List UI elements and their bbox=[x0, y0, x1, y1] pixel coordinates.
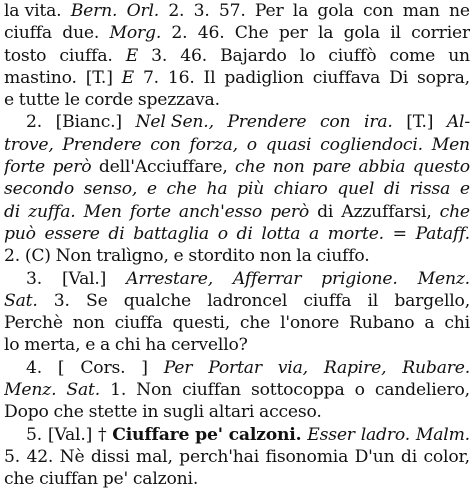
word: corde bbox=[84, 90, 134, 111]
word: ciuffa. bbox=[59, 45, 113, 66]
word: stordito bbox=[188, 246, 255, 267]
italic-word: morte. bbox=[327, 223, 384, 244]
word: e bbox=[173, 246, 184, 267]
word: cervello? bbox=[171, 335, 248, 356]
word: 5. bbox=[4, 446, 20, 467]
italic-word: lotta bbox=[261, 223, 301, 244]
word: 42. bbox=[26, 446, 54, 467]
word: ne bbox=[449, 1, 470, 21]
word: [Val.] bbox=[61, 268, 107, 289]
word: = bbox=[392, 223, 407, 244]
word: ciuffa bbox=[4, 23, 52, 44]
word: a bbox=[99, 335, 111, 356]
italic-word: Afferrar bbox=[232, 268, 302, 289]
word: sottocoppa bbox=[250, 380, 345, 401]
word: 7. bbox=[142, 67, 159, 88]
word: Non bbox=[55, 246, 92, 267]
word: come bbox=[389, 45, 436, 66]
text-line bbox=[4, 334, 470, 356]
word: Perchè bbox=[4, 313, 63, 334]
text-line bbox=[4, 357, 470, 379]
italic-word: Rubare. bbox=[402, 357, 470, 378]
italic-word: Pataff. bbox=[415, 223, 470, 244]
word: due. bbox=[62, 23, 100, 44]
italic-word: a bbox=[308, 223, 320, 244]
word: ciuffan bbox=[182, 380, 241, 401]
word: qualche bbox=[123, 290, 192, 311]
italic-word: via, bbox=[277, 357, 308, 378]
italic-word: che bbox=[166, 179, 197, 200]
italic-word: Portar bbox=[208, 357, 262, 378]
word: 3. bbox=[26, 268, 42, 289]
italic-word: di bbox=[236, 223, 253, 244]
word: 2. bbox=[168, 1, 185, 21]
word: non bbox=[72, 313, 105, 334]
word: gola bbox=[343, 23, 380, 44]
italic-word: di bbox=[383, 179, 400, 200]
word: 46. bbox=[180, 45, 207, 66]
word: Nè bbox=[59, 446, 85, 467]
italic-word: Prendere bbox=[62, 134, 142, 155]
text-line bbox=[4, 245, 470, 267]
word: Cors. bbox=[80, 357, 126, 378]
italic-word: Bern. bbox=[70, 1, 118, 21]
bold-word: pe' bbox=[195, 424, 223, 445]
word: ciuffava bbox=[312, 67, 381, 88]
italic-word: Al- bbox=[446, 112, 470, 133]
italic-word: quel bbox=[337, 179, 375, 200]
word: le bbox=[64, 90, 80, 111]
italic-word: Prendere bbox=[227, 112, 307, 133]
italic-word: però bbox=[270, 201, 310, 222]
word: Il bbox=[203, 67, 216, 88]
word: 57. bbox=[218, 1, 246, 21]
word: il bbox=[390, 23, 401, 44]
italic-word: chiaro bbox=[273, 179, 328, 200]
italic-word: cogliendoci. bbox=[320, 134, 423, 155]
word: calzoni. bbox=[132, 469, 199, 490]
word: in bbox=[142, 402, 159, 423]
word: 16. bbox=[167, 67, 195, 88]
word: perch'hai bbox=[179, 446, 259, 467]
italic-word: battaglia bbox=[133, 223, 209, 244]
italic-word: ha bbox=[206, 179, 228, 200]
word: corrier bbox=[411, 23, 470, 44]
word: questi, bbox=[172, 313, 230, 334]
italic-word: forza, bbox=[189, 134, 238, 155]
word: tosto bbox=[4, 45, 47, 66]
text-line bbox=[4, 312, 470, 334]
italic-word: Menz. bbox=[4, 380, 57, 401]
word: 5. bbox=[26, 424, 42, 445]
italic-word: con bbox=[150, 134, 181, 155]
word: chi bbox=[444, 313, 470, 334]
text-line bbox=[4, 424, 470, 446]
italic-word: Orl. bbox=[126, 1, 160, 21]
italic-word: e bbox=[146, 179, 157, 200]
word: fisonomia bbox=[265, 446, 349, 467]
word: 2. bbox=[26, 112, 42, 133]
italic-word: essere bbox=[44, 223, 100, 244]
word: ciuffo. bbox=[316, 246, 370, 267]
word: Dopo bbox=[4, 402, 49, 423]
text-line bbox=[4, 379, 470, 401]
text-line bbox=[4, 290, 470, 312]
italic-word: Arrestare, bbox=[126, 268, 213, 289]
italic-word: Nel Sen., bbox=[135, 112, 214, 133]
word: Rubano bbox=[348, 313, 415, 334]
word: Di bbox=[389, 67, 409, 88]
italic-word: questo bbox=[412, 157, 470, 178]
word: [Val.] bbox=[47, 424, 93, 445]
text-line bbox=[4, 178, 470, 200]
word: gola bbox=[317, 1, 354, 21]
italic-word: che bbox=[439, 201, 470, 222]
word: di bbox=[400, 446, 418, 467]
word: non bbox=[259, 246, 292, 267]
word: lo bbox=[299, 45, 316, 66]
italic-word: prigione. bbox=[321, 268, 398, 289]
italic-word: quasi bbox=[265, 134, 312, 155]
italic-word: pare bbox=[312, 157, 351, 178]
word: 1. bbox=[110, 380, 127, 401]
word: man bbox=[402, 1, 440, 21]
text-line bbox=[4, 201, 470, 223]
italic-word: ira. bbox=[364, 112, 393, 133]
word: che bbox=[239, 313, 271, 334]
italic-word: Morg. bbox=[109, 23, 162, 44]
italic-word: Per bbox=[163, 357, 193, 378]
word: Non bbox=[136, 380, 172, 401]
italic-word: E bbox=[125, 45, 139, 66]
word: [T.] bbox=[85, 67, 113, 88]
word: [T.] bbox=[406, 112, 434, 133]
word: che bbox=[53, 402, 84, 423]
italic-word: Esser bbox=[307, 424, 355, 445]
italic-word: anch'esso bbox=[178, 201, 263, 222]
word: il bbox=[367, 290, 379, 311]
word: mastino. bbox=[4, 67, 77, 88]
word: sugli bbox=[163, 402, 204, 423]
italic-word: più bbox=[237, 179, 265, 200]
italic-word: con bbox=[319, 112, 351, 133]
italic-word: Men bbox=[431, 134, 470, 155]
word: candeliero, bbox=[374, 380, 470, 401]
italic-word: può bbox=[4, 223, 36, 244]
text-line bbox=[4, 446, 470, 468]
word: chi bbox=[114, 335, 141, 356]
word: merta, bbox=[24, 335, 81, 356]
word: bargello, bbox=[394, 290, 470, 311]
word: 4. bbox=[26, 357, 42, 378]
italic-word: o bbox=[217, 223, 228, 244]
italic-word: zuffa. bbox=[28, 201, 76, 222]
text-line bbox=[4, 45, 470, 67]
word: color, bbox=[423, 446, 470, 467]
italic-word: rissa bbox=[409, 179, 451, 200]
text-line bbox=[4, 401, 470, 423]
word: spezzava. bbox=[137, 90, 220, 111]
word: pe' bbox=[102, 469, 129, 490]
word: 3. bbox=[53, 290, 70, 311]
word: acceso. bbox=[259, 402, 322, 423]
word: Se bbox=[86, 290, 108, 311]
italic-word: senso, bbox=[83, 179, 138, 200]
italic-word: di bbox=[108, 223, 125, 244]
text-line bbox=[4, 89, 470, 111]
word: e bbox=[85, 335, 96, 356]
word: dissi bbox=[90, 446, 130, 467]
word: Che bbox=[234, 23, 269, 44]
italic-word: però bbox=[52, 157, 92, 178]
text-line bbox=[4, 223, 470, 245]
word: (C) bbox=[24, 246, 51, 267]
italic-word: non bbox=[272, 157, 305, 178]
text-line bbox=[4, 111, 470, 133]
word: ladroncel bbox=[207, 290, 288, 311]
word: stette bbox=[88, 402, 138, 423]
word: ha bbox=[145, 335, 167, 356]
italic-word: forte bbox=[129, 201, 171, 222]
word: lo bbox=[4, 335, 20, 356]
word: D'un bbox=[354, 446, 395, 467]
italic-word: E bbox=[121, 67, 134, 88]
text-line bbox=[4, 268, 470, 290]
bold-word: calzoni. bbox=[228, 424, 302, 445]
italic-word: Malm. bbox=[415, 424, 470, 445]
word: [Bianc.] bbox=[55, 112, 122, 133]
word: mal, bbox=[136, 446, 173, 467]
word: o bbox=[354, 380, 365, 401]
word: Azzuffarsi, bbox=[341, 201, 432, 222]
italic-word: abbia bbox=[358, 157, 406, 178]
word: la bbox=[292, 1, 309, 21]
word: dell'Acciuffare, bbox=[98, 157, 228, 178]
italic-word: trove, bbox=[4, 134, 54, 155]
italic-word: che bbox=[235, 157, 266, 178]
italic-word: Sat. bbox=[66, 380, 101, 401]
italic-word: o bbox=[246, 134, 257, 155]
text-line bbox=[4, 67, 470, 89]
italic-word: forte bbox=[4, 157, 46, 178]
word: padiglion bbox=[224, 67, 304, 88]
italic-word: secondo bbox=[4, 179, 74, 200]
italic-word: ladro. bbox=[360, 424, 410, 445]
word: 2. bbox=[171, 23, 188, 44]
italic-word: Sat. bbox=[4, 290, 38, 311]
text-line bbox=[4, 22, 470, 44]
text-line bbox=[4, 468, 470, 490]
word: ] bbox=[141, 357, 148, 378]
word: Bajardo bbox=[220, 45, 287, 66]
italic-word: e bbox=[459, 179, 470, 200]
dictionary-entry-text bbox=[4, 0, 470, 490]
word: 2. bbox=[4, 246, 20, 267]
word: che bbox=[4, 469, 35, 490]
word: [ bbox=[57, 357, 65, 378]
word: di bbox=[317, 201, 334, 222]
word: ciuffa bbox=[303, 290, 352, 311]
word: la vita. bbox=[4, 1, 62, 21]
word: l'onore bbox=[280, 313, 340, 334]
word: la bbox=[296, 246, 312, 267]
word: † bbox=[97, 424, 107, 445]
word: tralìgno, bbox=[96, 246, 169, 267]
word: 46. bbox=[197, 23, 225, 44]
italic-word: Rapire, bbox=[323, 357, 387, 378]
word: altari bbox=[208, 402, 255, 423]
bold-word: Ciuffare bbox=[112, 424, 190, 445]
word: 3. bbox=[193, 1, 210, 21]
word: per bbox=[278, 23, 308, 44]
text-line bbox=[4, 134, 470, 156]
italic-word: di bbox=[4, 201, 21, 222]
text-line bbox=[4, 0, 470, 22]
italic-word: Men bbox=[83, 201, 122, 222]
word: ciuffa bbox=[114, 313, 163, 334]
word: sopra, bbox=[416, 67, 470, 88]
word: e bbox=[4, 90, 14, 111]
word: ciuffò bbox=[328, 45, 377, 66]
word: un bbox=[448, 45, 470, 66]
word: la bbox=[317, 23, 334, 44]
word: Per bbox=[254, 1, 284, 21]
italic-word: Menz. bbox=[417, 268, 470, 289]
word: a bbox=[424, 313, 435, 334]
word: 3. bbox=[151, 45, 168, 66]
text-line bbox=[4, 156, 470, 178]
word: con bbox=[362, 1, 394, 21]
word: ciuffan bbox=[39, 469, 98, 490]
word: tutte bbox=[18, 90, 60, 111]
